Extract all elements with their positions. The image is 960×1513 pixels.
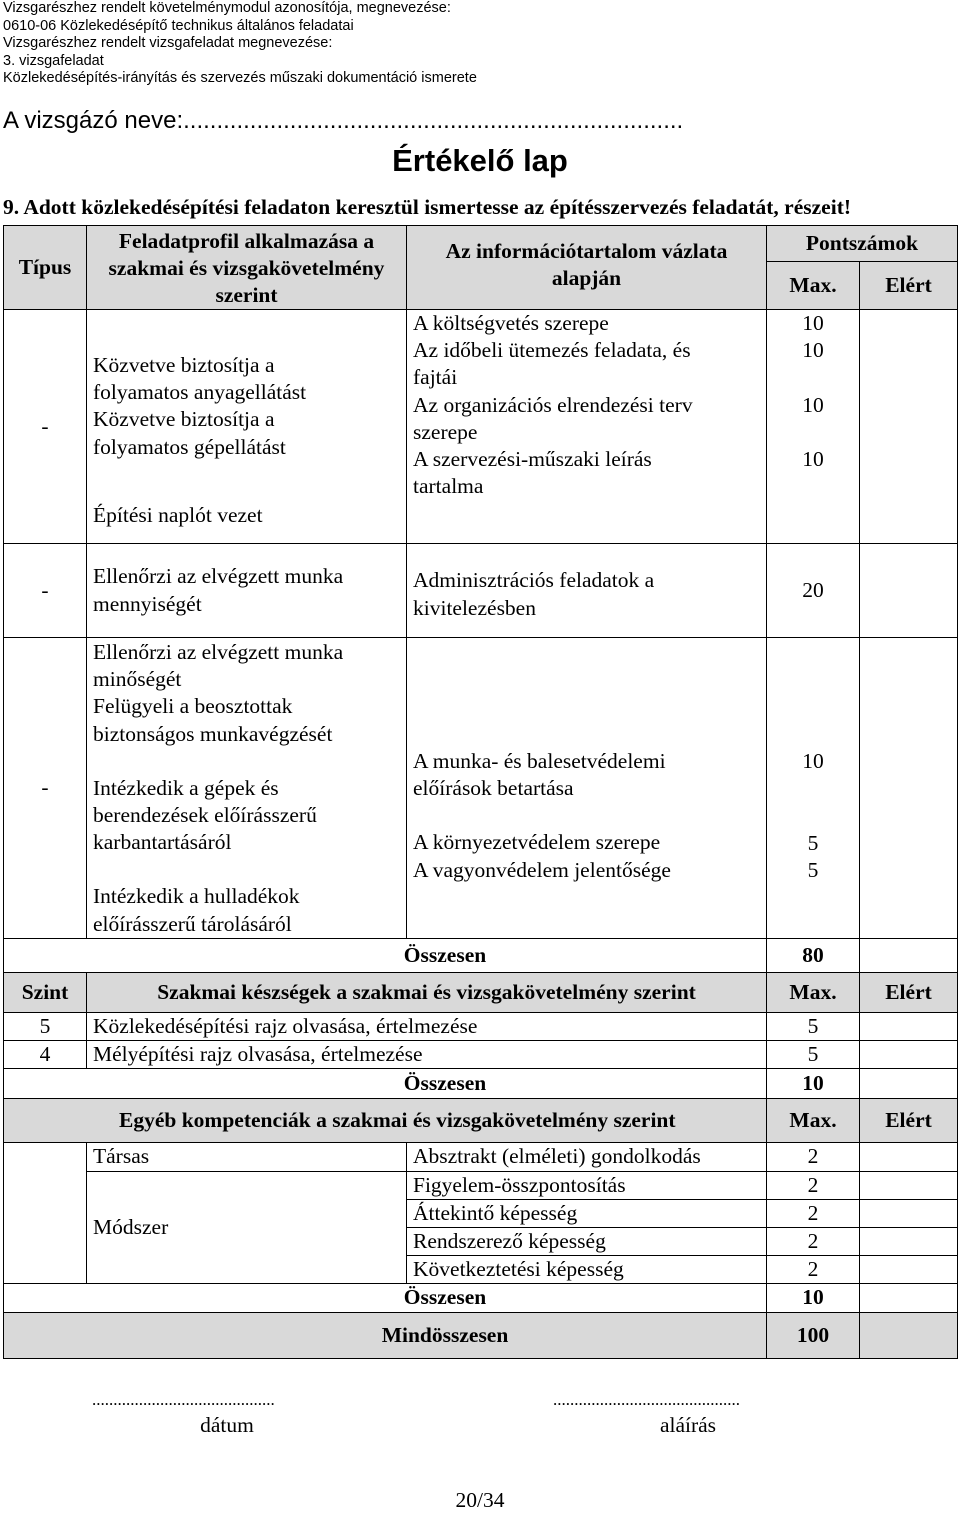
skill-max: 5 — [767, 1013, 860, 1041]
info-line: fajtái — [413, 365, 458, 390]
competence-name: Következtetési képesség — [407, 1256, 767, 1284]
other-header: Egyéb kompetenciák a szakmai és vizsgakövetelmény szerint — [4, 1099, 767, 1143]
achieved-cell — [860, 544, 958, 638]
empty-cell — [4, 1228, 87, 1256]
skill-level: 5 — [4, 1013, 87, 1041]
competence-group: Társas — [87, 1143, 407, 1171]
achieved-cell — [860, 310, 958, 544]
spacer — [413, 802, 766, 829]
info-line: Adminisztrációs feladatok a — [413, 568, 655, 593]
competence-achieved — [860, 1256, 958, 1284]
skill-achieved — [860, 1013, 958, 1041]
max-value — [767, 802, 859, 829]
subtotal-achieved — [860, 1069, 958, 1099]
subtotal-max: 80 — [767, 939, 860, 973]
subtotal-label: Összesen — [4, 1284, 767, 1312]
subtotal-label: Összesen — [4, 939, 767, 973]
competence-name: Absztrakt (elméleti) gondolkodás — [407, 1143, 767, 1171]
competence-group: Módszer — [87, 1171, 407, 1284]
profile-line: Építési naplót vezet — [93, 502, 263, 527]
signature-label: aláírás — [659, 1413, 717, 1437]
max-value: 10 — [802, 311, 824, 335]
profile-line: karbantartásáról — [93, 830, 232, 855]
subtotal-achieved — [860, 1284, 958, 1312]
max-value: 10 — [802, 446, 824, 471]
competence-max: 2 — [767, 1256, 860, 1284]
spacer — [93, 856, 406, 883]
info-line: tartalma — [413, 474, 484, 499]
competence-name: Áttekintő képesség — [407, 1199, 767, 1227]
profile-line: mennyiségét — [93, 591, 202, 616]
col-profile-header-line: szerint — [215, 283, 278, 307]
spacer — [93, 748, 406, 775]
skills-achieved-header: Elért — [860, 973, 958, 1013]
competence-max: 2 — [767, 1199, 860, 1227]
profile-cell — [87, 638, 407, 939]
info-cell — [407, 310, 767, 544]
header-line: 3. vizsgafeladat — [3, 52, 104, 69]
max-value — [767, 775, 859, 802]
col-achieved-header: Elért — [860, 262, 958, 310]
page-title: Értékelő lap — [392, 143, 568, 178]
empty-cell — [4, 1199, 87, 1227]
col-type-header: Típus — [4, 226, 87, 310]
profile-line: minőségét — [93, 667, 182, 692]
subtotal-achieved — [860, 939, 958, 973]
col-info-header-line: Az információtartalom vázlata — [445, 239, 728, 263]
profile-line: Intézkedik a gépek és — [93, 775, 279, 800]
profile-cell — [87, 310, 407, 544]
info-line: kivitelezésben — [413, 595, 536, 620]
info-line: A szervezési-műszaki leírás — [413, 447, 652, 472]
empty-cell — [4, 1256, 87, 1284]
col-info-header — [407, 226, 767, 310]
max-value: 10 — [802, 338, 824, 363]
skill-max: 5 — [767, 1041, 860, 1069]
subtotal-max: 10 — [767, 1069, 860, 1099]
type-cell: - — [4, 638, 87, 939]
col-profile-header-line: szakmai és vizsgakövetelmény — [108, 256, 385, 280]
max-value: 20 — [767, 544, 860, 638]
col-max-header: Max. — [767, 262, 860, 310]
competence-name: Figyelem-összpontosítás — [407, 1171, 767, 1199]
grand-total-label: Mindösszesen — [4, 1312, 767, 1358]
page-number: 20/34 — [455, 1488, 505, 1512]
competence-achieved — [860, 1171, 958, 1199]
date-label: dátum — [200, 1413, 254, 1437]
type-cell: - — [4, 544, 87, 638]
achieved-cell — [860, 638, 958, 939]
competence-max: 2 — [767, 1228, 860, 1256]
max-value: 5 — [807, 830, 819, 855]
skill-achieved — [860, 1041, 958, 1069]
subtotal-max: 10 — [767, 1284, 860, 1312]
info-line: előírások betartása — [413, 776, 574, 801]
skill-name: Mélyépítési rajz olvasása, értelmezése — [87, 1041, 767, 1069]
profile-line: Közvetve biztosítja a — [93, 353, 275, 377]
header-line: Közlekedésépítés-irányítás és szervezés műszaki dokumentáció ismerete — [3, 70, 477, 87]
competence-name: Rendszerező képesség — [407, 1228, 767, 1256]
competence-max: 2 — [767, 1143, 860, 1171]
level-header: Szint — [4, 973, 87, 1013]
date-dots: ........................................... — [92, 1390, 275, 1409]
profile-line: Ellenőrzi az elvégzett munka — [93, 640, 344, 664]
max-value: 10 — [802, 749, 824, 773]
col-points-header: Pontszámok — [767, 226, 958, 262]
profile-line: Ellenőrzi az elvégzett munka — [93, 564, 344, 589]
info-line: A költségvetés szerepe — [413, 311, 609, 335]
other-max-header: Max. — [767, 1099, 860, 1143]
empty-cell — [4, 1171, 87, 1199]
grand-total-achieved — [860, 1312, 958, 1358]
empty-cell — [4, 1143, 87, 1171]
skills-max-header: Max. — [767, 973, 860, 1013]
info-cell — [407, 638, 767, 939]
skill-level: 4 — [4, 1041, 87, 1069]
signature-dots: ............................................ — [553, 1390, 740, 1409]
info-line: szerepe — [413, 419, 478, 444]
other-achieved-header: Elért — [860, 1099, 958, 1143]
competence-max: 2 — [767, 1171, 860, 1199]
grand-total-max: 100 — [767, 1312, 860, 1358]
header-line: 0610-06 Közlekedésépítő technikus általános feladatai — [3, 17, 354, 34]
competence-achieved — [860, 1228, 958, 1256]
info-line: A vagyonvédelem jelentősége — [413, 857, 671, 882]
evaluation-table — [3, 225, 958, 1359]
competence-achieved — [860, 1143, 958, 1171]
max-value — [767, 419, 859, 446]
subtotal-label: Összesen — [4, 1069, 767, 1099]
max-cell — [767, 638, 860, 939]
col-info-header-line: alapján — [551, 266, 622, 291]
type-cell: - — [4, 310, 87, 544]
profile-line: folyamatos gépellátást — [93, 434, 286, 459]
spacer — [93, 461, 406, 502]
info-line: Az időbeli ütemezés feladata, és — [413, 338, 691, 363]
max-value: 5 — [807, 857, 819, 882]
profile-line: Közvetve biztosítja a — [93, 407, 275, 432]
profile-line: előírásszerű tárolásáról — [93, 911, 292, 936]
profile-line: berendezések előírásszerű — [93, 803, 317, 828]
examinee-name-line: A vizsgázó neve:........................................................................... — [3, 107, 684, 134]
skills-header: Szakmai készségek a szakmai és vizsgakövetelmény szerint — [87, 973, 767, 1013]
profile-cell — [87, 544, 407, 638]
info-line: Az organizációs elrendezési terv — [413, 392, 693, 417]
skill-name: Közlekedésépítési rajz olvasása, értelmezése — [87, 1013, 767, 1041]
profile-line: Intézkedik a hulladékok — [93, 884, 300, 909]
col-profile-header-line: Feladatprofil alkalmazása a — [118, 229, 375, 253]
document-header — [3, 0, 943, 88]
col-profile-header — [87, 226, 407, 310]
header-line: Vizsgarészhez rendelt követelménymodul azonosítója, megnevezése: — [3, 0, 451, 16]
max-value: 10 — [802, 392, 824, 417]
header-line: Vizsgarészhez rendelt vizsgafeladat megnevezése: — [3, 35, 333, 52]
profile-line: biztonságos munkavégzését — [93, 721, 333, 746]
profile-line: Felügyeli a beosztottak — [93, 694, 293, 719]
task-title: 9. Adott közlekedésépítési feladaton keresztül ismertesse az építésszervezés feladatát, részeit! — [3, 195, 852, 219]
max-cell — [767, 310, 860, 544]
competence-achieved — [860, 1199, 958, 1227]
max-value — [767, 364, 859, 391]
info-cell — [407, 544, 767, 638]
info-line: A környezetvédelem szerepe — [413, 830, 661, 855]
profile-line: folyamatos anyagellátást — [93, 380, 307, 405]
info-line: A munka- és balesetvédelemi — [413, 749, 666, 773]
